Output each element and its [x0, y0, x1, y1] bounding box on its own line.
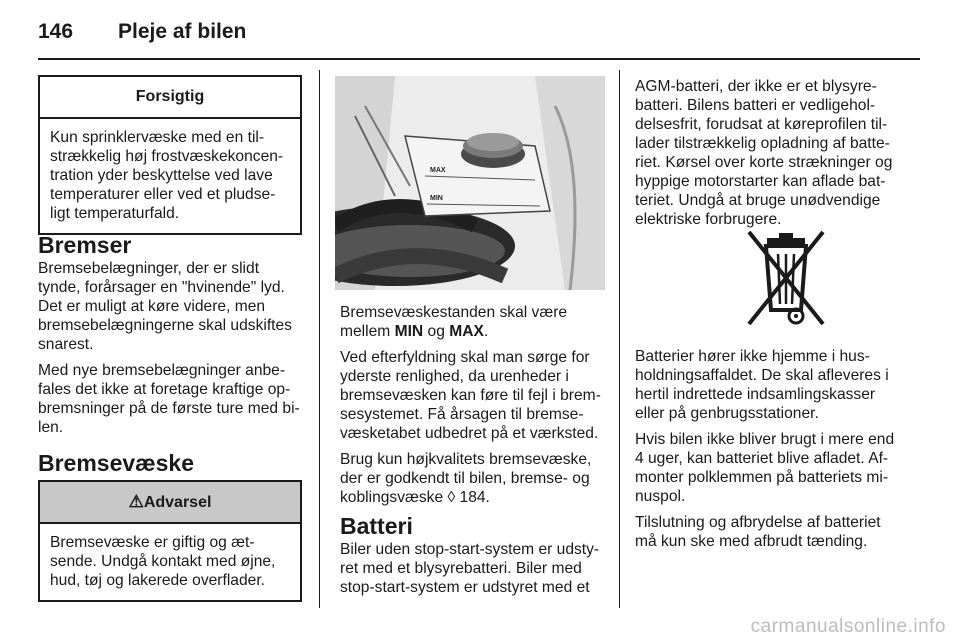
text-line: hud, tøj og lakerede overflader. [50, 572, 265, 589]
text-line: holdningsaffaldet. De skal afleveres i [635, 367, 889, 384]
battery-paragraph-3 [635, 347, 907, 423]
battery-paragraph-5 [635, 513, 907, 551]
text-line [340, 488, 610, 507]
text-line: fales det ikke at foretage kraftige op- [38, 381, 291, 398]
text-line: ret med et blysyrebatteri. Biler med [340, 560, 582, 577]
text-line: Bremsevæskestanden skal være [340, 304, 568, 321]
brake-fluid-paragraph-2 [340, 348, 610, 443]
text-fragment: koblingsvæske [340, 489, 448, 506]
text-fragment: . [483, 323, 489, 340]
text-line: sende. Undgå kontakt med øjne, [50, 553, 276, 570]
battery-paragraph-2 [635, 77, 907, 229]
text-line: snarest. [38, 336, 94, 353]
text-line: sesystemet. Få årsagen til bremse- [340, 406, 584, 423]
text-line: hertil indrettede indsamlingskasser [635, 386, 876, 403]
brakes-heading: Bremser [38, 232, 132, 258]
text-line: bremsebelægningerne skal udskiftes [38, 317, 292, 334]
text-line: Kun sprinklervæske med en til- [50, 129, 265, 146]
text-line: stop-start-system er udstyret med et [340, 579, 590, 596]
text-line: yderste renlighed, da urenheder i [340, 368, 569, 385]
brakes-paragraph-1 [38, 259, 304, 354]
text-line: bremsevæsken kan føre til fejl i brem- [340, 387, 601, 404]
text-line: Hvis bilen ikke bliver brugt i mere end [635, 431, 895, 448]
warning-box [38, 480, 302, 602]
text-line: væsketabet udbedret på et værksted. [340, 425, 599, 442]
text-line: Med nye bremsebelægninger anbe- [38, 362, 286, 379]
text-line: tynde, forårsager en "hvinende" lyd. [38, 279, 285, 296]
column-divider-right [619, 70, 620, 608]
text-line: teriet. Undgå at bruge unødvendige [635, 192, 881, 209]
text-line: riet. Kørsel over korte strækninger og [635, 154, 893, 171]
caution-box [38, 75, 302, 235]
text-line: monter polklemmen på batteriets mi- [635, 469, 889, 486]
brake-fluid-text [340, 303, 610, 514]
warning-box-title [40, 482, 300, 524]
brakes-section [38, 231, 304, 444]
page-number: 146 [38, 20, 74, 43]
text-line: delsesfrit, forudsat at køreprofilen til- [635, 116, 888, 133]
text-fragment: mellem [340, 323, 395, 340]
text-line: Biler uden stop-start-system er udsty- [340, 541, 600, 558]
page-title: Pleje af bilen [118, 20, 247, 43]
max-label: MAX [449, 323, 484, 340]
text-line: temperaturer eller ved et pludse- [50, 186, 276, 203]
max-mark-label: MAX [430, 167, 446, 174]
text-line: Batterier hører ikke hjemme i hus- [635, 348, 870, 365]
battery-heading: Batteri [340, 513, 413, 539]
text-line: Det er muligt at køre videre, men [38, 298, 266, 315]
text-line: bremsninger på de første ture med bi- [38, 400, 300, 417]
caution-box-text [40, 119, 300, 233]
brake-fluid-reservoir-image [335, 76, 605, 290]
text-line: nuspol. [635, 488, 686, 505]
text-line: lader tilstrækkelig opladning af batte- [635, 135, 890, 152]
text-line: eller på genbrugsstationer. [635, 405, 819, 422]
battery-paragraph-4 [635, 430, 907, 506]
crossed-out-bin-icon [741, 228, 831, 332]
text-fragment: og [423, 323, 450, 340]
text-line: len. [38, 419, 64, 436]
warning-box-text [40, 524, 300, 600]
page-reference-link[interactable]: 184. [455, 489, 490, 506]
brakes-paragraph-2 [38, 361, 304, 437]
header-rule [38, 58, 920, 60]
text-line: hyppige motorstarter kan aflade bat- [635, 173, 886, 190]
text-line: ligt temperaturfald. [50, 205, 180, 222]
battery-paragraph-1 [340, 540, 610, 597]
text-line: elektriske forbrugere. [635, 211, 782, 228]
page-header [38, 20, 246, 44]
text-line: må kun ske med afbrudt tænding. [635, 533, 868, 550]
warning-title-text: Advarsel [143, 494, 212, 511]
text-line: Brug kun højkvalitets bremsevæske, [340, 451, 592, 468]
watermark: carmanualsonline.info [750, 616, 946, 637]
text-line: tration yder beskyttelse ved lave [50, 167, 273, 184]
brake-fluid-heading: Bremsevæske [38, 450, 195, 476]
min-mark-label: MIN [430, 195, 443, 202]
text-line: strækkelig høj frostvæskekoncen- [50, 148, 284, 165]
text-line: 4 uger, kan batteriet blive afladet. Af- [635, 450, 889, 467]
page-reference-icon: ◊ [447, 489, 456, 506]
text-line: Bremsebelægninger, der er slidt [38, 260, 260, 277]
caution-box-title: Forsigtig [40, 77, 300, 119]
battery-disposal-text [635, 347, 907, 558]
column-divider-left [319, 70, 320, 608]
text-line [340, 322, 610, 341]
text-line: AGM-batteri, der ikke er et blysyre- [635, 78, 877, 95]
min-label: MIN [394, 323, 424, 340]
warning-icon: ⚠ [128, 492, 144, 511]
brake-fluid-paragraph-1 [340, 303, 610, 341]
text-line: Ved efterfyldning skal man sørge for [340, 349, 590, 366]
text-line: der er godkendt til bilen, bremse- og [340, 470, 590, 487]
text-line: Tilslutning og afbrydelse af batteriet [635, 514, 881, 531]
text-line: Bremsevæske er giftig og æt- [50, 534, 255, 551]
battery-section [340, 512, 610, 604]
text-line: batteri. Bilens batteri er vedligehol- [635, 97, 876, 114]
brake-fluid-paragraph-3 [340, 450, 610, 507]
